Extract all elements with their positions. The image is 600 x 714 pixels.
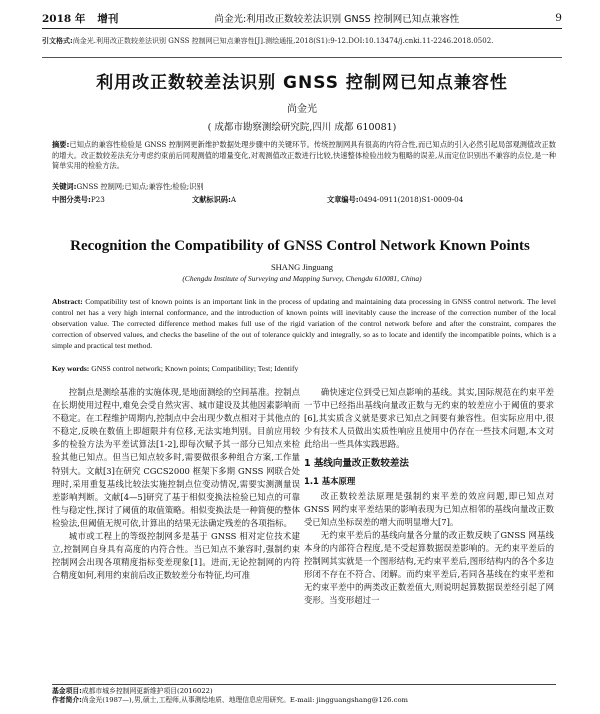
en-abstract-label: Abstract: xyxy=(52,297,83,306)
cn-abstract-label: 摘要: xyxy=(52,140,70,149)
body-paragraph: 确快速定位到受已知点影响的基线。其实,国际规范在约束平差一节中已经指出基线向量改正数与无约束的较差应小于阈值的要求[6],其实质含义就是要求已知点之间要有兼容性。但实际应用中,很少有技术人员做出实质性响应且使用中仍存在一些技术问题,本文对此给出一些具体实践思路。 xyxy=(304,387,554,450)
clc-value: P23 xyxy=(90,195,105,204)
en-abstract-text: Compatibility test of known points is an important link in the process of updating and maintaining data processing in GNSS control network. The level control net has a very high internal conformance, and the introduction of known points will inevitably cause the increase of the correction number of the local observation value. The corrected difference method makes full use of the rigid variation of the control network before and after the constraint, compares the correction of observed values, and checks the baseline of the out of tolerance quickly and integrally, so as to locate and identify the incompatible points, which is a simple and practical test method. xyxy=(52,297,556,350)
doc-code-label: 文献标识码: xyxy=(192,195,231,204)
citation-format xyxy=(42,36,562,46)
body-paragraph: 无约束平差后的基线向量各分量的改正数反映了GNSS 网基线本身的内部符合程度,是不受起算数据误差影响的。无约束平差后的控制网其实就是一个图形结构,无约束平差后,图形结构内的各个多边形闭不存在不符合、闭解。而约束平差后,若同各基线在约束平差和无约束平差中的两类改正数差值大,则说明起算数据误差经引起了网变形。当变形超过一 xyxy=(304,529,554,606)
article-number-label: 文章编号: xyxy=(327,195,359,204)
citation-label: 引文格式: xyxy=(42,37,73,45)
cn-title: 利用改正数较差法识别 GNSS 控制网已知点兼容性 xyxy=(96,73,508,93)
header-running-title: 尚金光:利用改正数较差法识别 GNSS 控制网已知点兼容性 xyxy=(214,14,460,25)
header-page-number: 9 xyxy=(555,12,562,24)
cn-keywords-label: 关键词: xyxy=(52,182,77,191)
header-year: 2018 年 xyxy=(42,12,86,25)
cn-author: 尚金光 xyxy=(287,104,317,115)
body-column-left xyxy=(52,386,300,582)
fund-label: 基金项目: xyxy=(52,687,82,695)
citation-text: 尚金光.利用改正数较差法识别 GNSS 控制网已知点兼容性[J].测绘通报,2018(S1):9-12.DOI:10.13474/j.cnki.11-2246.2018.0502. xyxy=(72,37,494,45)
citation-rule xyxy=(42,57,562,58)
article-number-value: 0494-0911(2018)S1-0009-04 xyxy=(358,195,464,204)
author-bio-text: 尚金光(1987—),男,硕士,工程师,从事测绘地质、地理信息应用研究。E-mail: jingguangshang@126.com xyxy=(81,696,408,704)
running-header xyxy=(42,8,562,29)
en-abstract xyxy=(52,296,556,351)
body-paragraph: 城市或工程上的等级控制网多是基于 GNSS 相对定位技术建立,控制网自身具有高度的内符合性。当已知点不兼容时,强制约束控制网会出现各项精度指标变差现象[1]。进而,无论控制网的内符合精度如何,利用约束前后改正数较差分布特征,均可准 xyxy=(52,531,300,581)
header-left xyxy=(42,11,118,26)
body-paragraph: 控制点是测绘基准的实施体现,是地面测绘的空间基准。控制点在长期使用过程中,难免会受自然灾害、城市建设及其他因素影响而不稳定。在工程维护周期内,控制点中会出现少数点相对于其他点的不稳定,反映在数值上即超限并有位移,无法实地判别。目前应用较多的检验方法为平差试算法[1-2],即每次赋予其一部分已知点来检验其他已知点。但当已知点较多时,需要做很多种组合方案,工作量特别大。文献[3]在研究 CGCS2000 框架下多期 GNSS 网联合处理时,采用重复基线比较法实施控制点位变动情况,需要实测测量误差影响判断。文献[4—5]研究了基于相似变换法检验已知点的可靠性与稳定性,探讨了阈值的取值策略。相似变换法是一种简便的整体检验法,但阈值无规可依,计算出的结果无法确定残差的各项指标。 xyxy=(52,387,300,528)
cn-classification xyxy=(52,195,556,205)
header-issue: 增刊 xyxy=(97,12,119,25)
cn-abstract-text: 已知点的兼容性检验是 GNSS 控制网更新维护数据处理步骤中的关键环节。传统控制网具有很高的内符合性,而已知点的引入必然引起局部观测值改正数的增大。改正数较差法充分考虑约束前后同观测值的增量变化,对观测值改正数进行比较,快速整体检验出较为粗略的误差,从而定位识别出不兼容的点位,是一种简单实用的检验方法。 xyxy=(52,140,556,170)
en-keywords xyxy=(52,364,556,373)
cn-affiliation: ( 成都市勘察测绘研究院,四川 成都 610081) xyxy=(207,122,397,133)
cn-keywords-text: GNSS 控制网;已知点;兼容性;检验;识别 xyxy=(76,182,204,191)
cn-keywords xyxy=(52,182,556,192)
fund-text: 成都市城乡控制网更新维护项目(2016022) xyxy=(81,687,213,695)
section-heading: 1 基线向量改正数较差法 xyxy=(304,458,409,470)
en-affiliation: (Chengdu Institute of Surveying and Mapping Survey, Chengdu 610081, China) xyxy=(182,274,422,283)
en-title: Recognition the Compatibility of GNSS Control Network Known Points xyxy=(70,238,530,254)
author-bio-label: 作者简介: xyxy=(52,696,82,704)
en-keywords-text: GNSS control network; Known points; Compatibility; Test; Identify xyxy=(91,364,299,373)
en-author: SHANG Jinguang xyxy=(270,262,334,272)
body-paragraph: 改正数较差法原理是强制约束平差的效应问题,即已知点对 GNSS 网约束平差结果的影响表现为已知点相邻的基线向量改正数受已知点坐标误差的增大而明显增大[7]。 xyxy=(304,490,554,527)
subsection-heading: 1.1 基本原理 xyxy=(304,475,356,486)
footnote xyxy=(52,684,556,705)
en-keywords-label: Key words: xyxy=(52,364,90,373)
cn-abstract xyxy=(52,140,556,172)
doc-code-value: A xyxy=(230,195,237,204)
body-column-right xyxy=(304,386,554,608)
clc-label: 中图分类号: xyxy=(52,195,91,204)
